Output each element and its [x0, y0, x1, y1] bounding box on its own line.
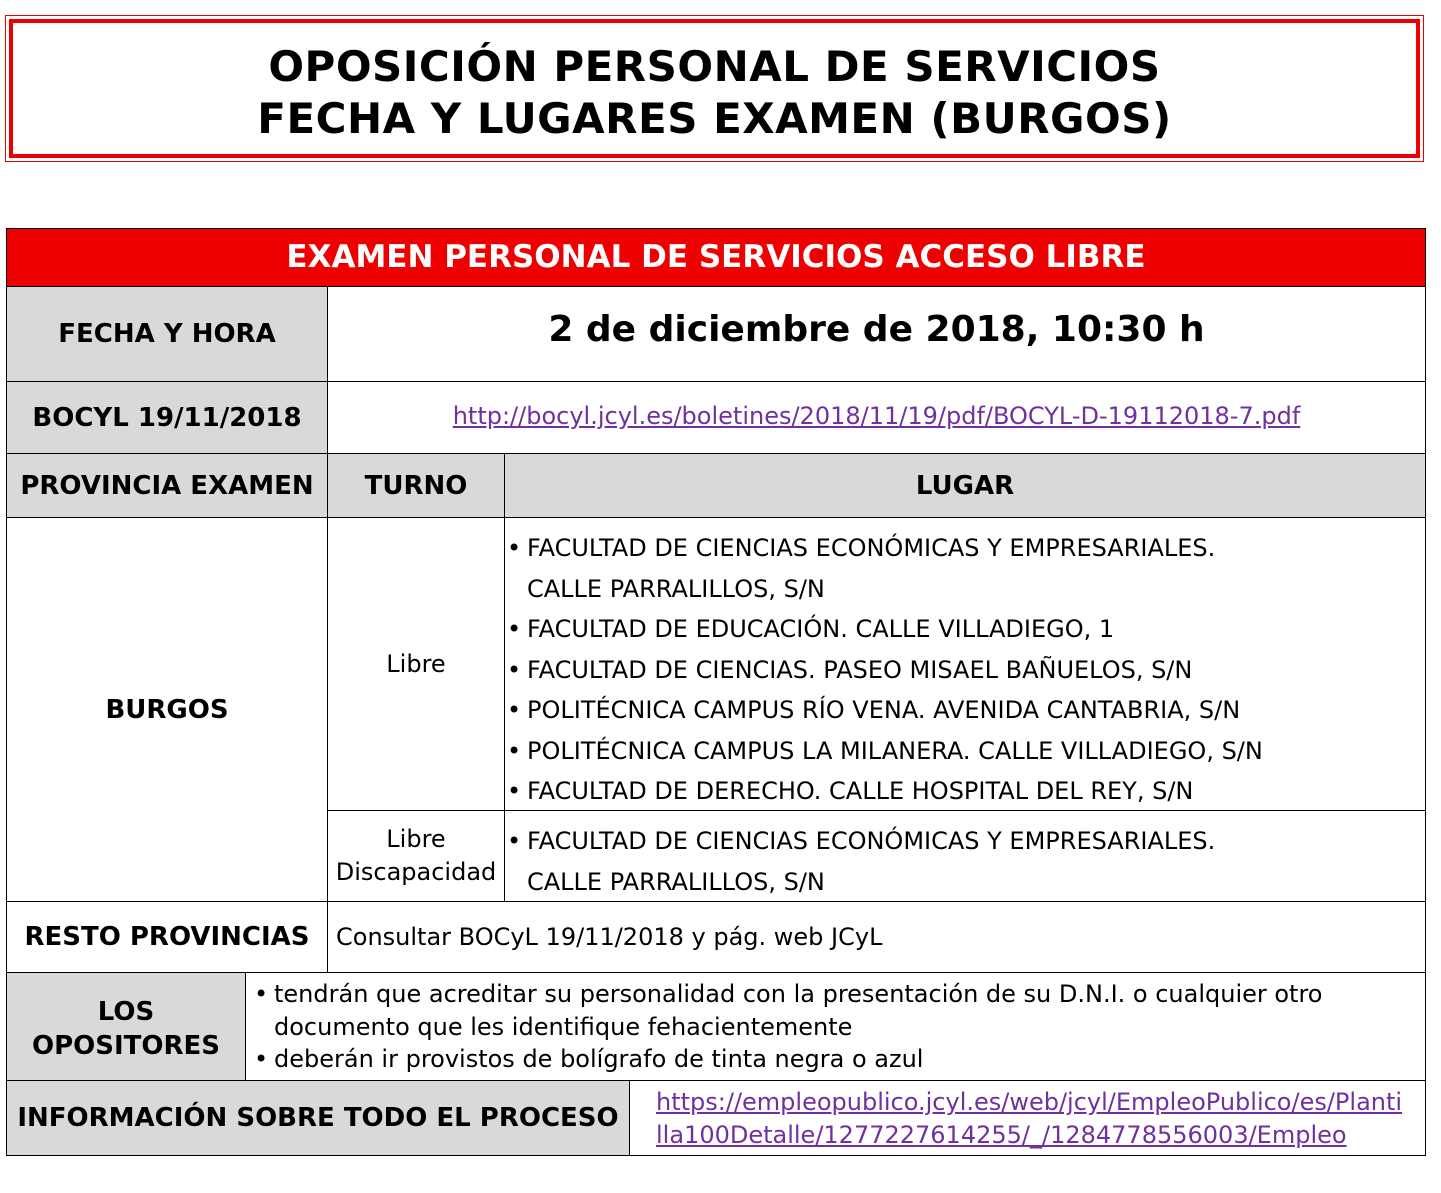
info-cell	[629, 1080, 1426, 1156]
lugar-libre-list	[505, 528, 1263, 812]
col-turno: TURNO	[327, 453, 505, 518]
resto-value: Consultar BOCyL 19/11/2018 y pág. web JCyL	[336, 923, 883, 951]
turno-libre-discapacidad: Libre Discapacidad	[327, 810, 505, 902]
list-item: • POLITÉCNICA CAMPUS LA MILANERA. CALLE VILLADIEGO, S/N	[505, 731, 1263, 772]
info-label: INFORMACIÓN SOBRE TODO EL PROCESO	[6, 1080, 630, 1156]
list-item: • FACULTAD DE DERECHO. CALLE HOSPITAL DEL REY, S/N	[505, 771, 1263, 812]
resto-cell	[327, 901, 1426, 973]
title-line-2: FECHA Y LUGARES EXAMEN (BURGOS)	[257, 94, 1172, 143]
list-item: • FACULTAD DE EDUCACIÓN. CALLE VILLADIEGO, 1	[505, 609, 1263, 650]
title-line-1: OPOSICIÓN PERSONAL DE SERVICIOS	[268, 42, 1161, 91]
list-item: • FACULTAD DE CIENCIAS ECONÓMICAS Y EMPRESARIALES.	[505, 821, 1215, 862]
list-item-continuation: CALLE PARRALILLOS, S/N	[527, 574, 825, 603]
list-item: • FACULTAD DE CIENCIAS ECONÓMICAS Y EMPRESARIALES.	[505, 528, 1263, 569]
bocyl-label: BOCYL 19/11/2018	[6, 381, 328, 454]
title-box	[9, 19, 1420, 158]
lugar-discapacidad-cell	[504, 810, 1426, 902]
bocyl-cell	[327, 381, 1426, 454]
col-provincia: PROVINCIA EXAMEN	[6, 453, 328, 518]
bocyl-link[interactable]: http://bocyl.jcyl.es/boletines/2018/11/19/pdf/BOCYL-D-19112018-7.pdf	[452, 402, 1301, 430]
provincia-burgos: BURGOS	[6, 517, 328, 902]
info-link[interactable]: https://empleopublico.jcyl.es/web/jcyl/EmpleoPublico/es/Planti lla100Detalle/1277227614255/_/1284778556003/Empleo	[656, 1088, 1403, 1149]
fecha-value: 2 de diciembre de 2018, 10:30 h	[548, 309, 1205, 350]
opositores-cell	[245, 972, 1426, 1081]
exam-header: EXAMEN PERSONAL DE SERVICIOS ACCESO LIBRE	[6, 228, 1426, 287]
fecha-cell	[327, 286, 1426, 382]
resto-label: RESTO PROVINCIAS	[6, 901, 328, 973]
turno-libre: Libre	[327, 517, 505, 811]
list-item-continuation: documento que les identifique fehacientemente	[274, 1012, 853, 1041]
lugar-discapacidad-list	[505, 821, 1215, 902]
opositores-label: LOS OPOSITORES	[6, 972, 246, 1081]
list-item: • tendrán que acreditar su personalidad con la presentación de su D.N.I. o cualquier otro	[252, 978, 1323, 1011]
opositores-list	[252, 978, 1323, 1076]
list-item: • FACULTAD DE CIENCIAS. PASEO MISAEL BAÑUELOS, S/N	[505, 650, 1263, 691]
col-lugar: LUGAR	[504, 453, 1426, 518]
list-item-continuation: CALLE PARRALILLOS, S/N	[527, 867, 825, 896]
lugar-libre-cell	[504, 517, 1426, 811]
list-item: • deberán ir provistos de bolígrafo de tinta negra o azul	[252, 1043, 1323, 1076]
list-item: • POLITÉCNICA CAMPUS RÍO VENA. AVENIDA CANTABRIA, S/N	[505, 690, 1263, 731]
fecha-label: FECHA Y HORA	[6, 286, 328, 382]
